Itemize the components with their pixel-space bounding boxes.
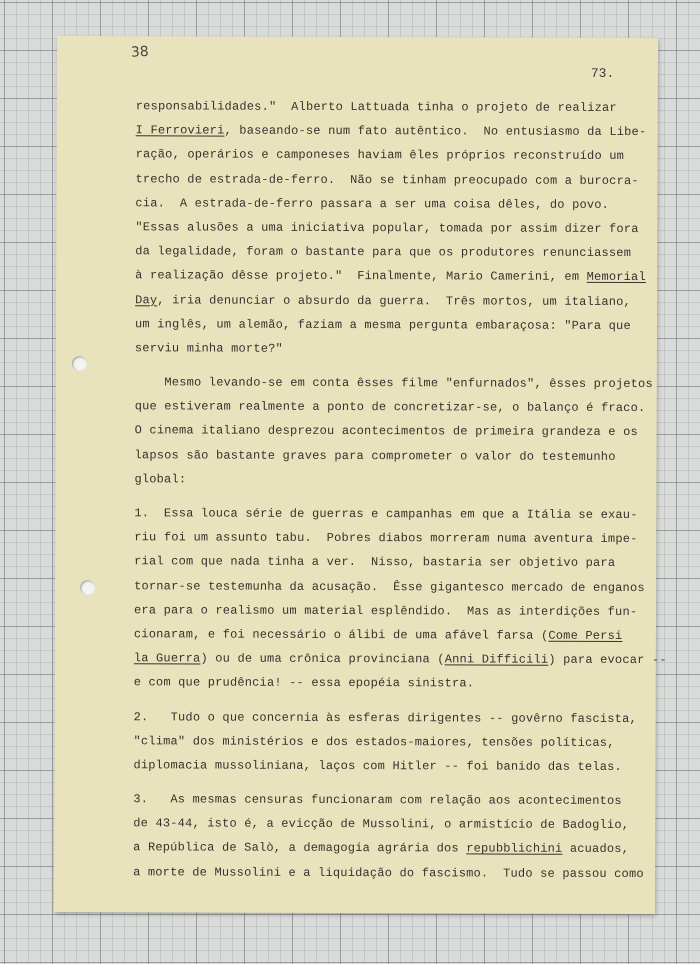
text-run: cia. A estrada-de-ferro passara a ser uma coisa dêles, do povo.: [135, 196, 610, 212]
text-run: à realização dêsse projeto." Finalmente, Mario Camerini, em: [135, 268, 587, 285]
text-line: [136, 118, 656, 144]
paragraph: [133, 787, 653, 886]
text-run: um inglês, um alemão, faziam a mesma pergunta embaraçosa: "Para que: [134, 316, 631, 333]
underlined-title: la Guerra: [133, 651, 201, 666]
underlined-title: I Ferrovieri: [135, 123, 225, 138]
text-run: ) ou de uma crônica provinciana (: [200, 651, 445, 667]
underlined-title: Memorial: [586, 270, 646, 285]
text-line: [134, 467, 654, 493]
text-run: rial com que nada tinha a ver. Nisso, bastaria ser objetivo para: [134, 554, 616, 571]
text-run: cionaram, e foi necessário o álibi de uma afável farsa (: [133, 627, 549, 643]
text-line: [133, 753, 653, 779]
text-run: acuados,: [562, 842, 630, 857]
text-line: [135, 191, 655, 217]
underlined-title: Come Persi: [548, 628, 623, 643]
paragraph: [133, 705, 653, 779]
text-line: [135, 395, 655, 421]
text-line: [134, 550, 654, 576]
text-line: [134, 443, 654, 469]
punch-hole: [80, 580, 95, 595]
text-line: [133, 729, 653, 755]
text-line: [134, 598, 654, 624]
text-line: [135, 288, 655, 314]
text-run: ) para evocar --: [548, 652, 667, 668]
text-line: [136, 143, 656, 169]
text-run: que estiveram realmente a ponto de concretizar-se, o balanço é fraco.: [134, 399, 646, 416]
text-line: [134, 671, 654, 697]
text-run: a morte de Mussolini e a liquidação do fascismo. Tudo se passou como: [133, 864, 644, 881]
text-run: da legalidade, foram o bastante para que os produtores renunciassem: [135, 244, 632, 261]
text-run: global:: [134, 472, 187, 487]
text-line: [135, 419, 655, 445]
text-line: [133, 812, 653, 838]
text-run: O cinema italiano desprezou acontecimentos de primeira grandeza e os: [134, 423, 638, 440]
typewritten-page: [54, 36, 667, 914]
paragraph: [133, 501, 667, 696]
text-run: , baseando-se num fato autêntico. No entusiasmo da Libe-: [224, 123, 647, 140]
text-line: [135, 336, 655, 362]
text-run: "clima" dos ministérios e dos estados-maiores, tensões políticas,: [133, 733, 615, 750]
underlined-title: repubblichini: [466, 841, 563, 857]
text-run: e com que prudência! -- essa epopéia sinistra.: [133, 675, 475, 691]
text-line: [134, 525, 654, 551]
text-run: trecho de estrada-de-ferro. Não se tinham preocupado com a burocra-: [135, 171, 639, 188]
text-run: 2. Tudo o que concernia às esferas dirigentes -- govêrno fascista,: [133, 709, 637, 726]
underlined-title: Day: [135, 292, 158, 307]
text-run: , iria denunciar o absurdo da guerra. Três mortos, um italiano,: [157, 292, 632, 309]
text-line: [133, 836, 653, 862]
text-run: 1. Essa louca série de guerras e campanhas em que a Itália se exau-: [134, 506, 638, 523]
typed-page-number: 73.: [590, 65, 615, 81]
text-run: ração, operários e camponeses haviam êles próprios reconstruído um: [135, 147, 625, 164]
text-line: [136, 94, 656, 120]
text-run: responsabilidades." Alberto Lattuada tinha o projeto de realizar: [135, 99, 617, 115]
text-line: [135, 312, 655, 338]
text-run: de 43-44, isto é, a evicção de Mussolini, o armistício de Badoglio,: [133, 816, 630, 833]
text-run: "Essas alusões a uma iniciativa popular, tomada por assim dizer fora: [135, 220, 639, 236]
text-run: 3. As mesmas censuras funcionaram com relação aos acontecimentos: [133, 792, 622, 809]
text-line: [134, 501, 654, 527]
text-line: [135, 167, 655, 193]
text-line: [134, 622, 654, 648]
text-line: [133, 646, 667, 672]
text-run: Mesmo levando-se em conta êsses filme "enfurnados", êsses projetos: [134, 375, 653, 392]
underlined-title: Anni Difficili: [444, 652, 549, 667]
text-run: serviu minha morte?": [134, 341, 283, 356]
paragraph: [134, 370, 654, 493]
handwritten-page-number: 38: [130, 43, 150, 61]
text-line: [135, 239, 655, 265]
paragraph: [135, 94, 656, 362]
text-run: a República de Salò, a demagogia agrária dos: [133, 840, 467, 856]
text-line: [133, 860, 653, 886]
text-run: lapsos são bastante graves para comprometer o valor do testemunho: [134, 447, 616, 464]
text-line: [135, 264, 655, 290]
text-line: [134, 574, 654, 600]
text-line: [134, 705, 654, 731]
text-run: era para o realismo um material esplêndido. Mas as interdições fun-: [133, 603, 638, 619]
punch-hole: [72, 356, 87, 371]
text-run: tornar-se testemunha da acusação. Êsse gigantesco mercado de enganos: [134, 578, 645, 595]
text-line: [135, 215, 655, 241]
document-body: [133, 94, 667, 886]
text-run: riu foi um assunto tabu. Pobres diabos morreram numa aventura impe-: [134, 530, 638, 547]
text-line: [135, 370, 655, 396]
text-line: [133, 787, 653, 813]
text-run: diplomacia mussoliniana, laços com Hitler -- foi banido das telas.: [133, 758, 622, 774]
